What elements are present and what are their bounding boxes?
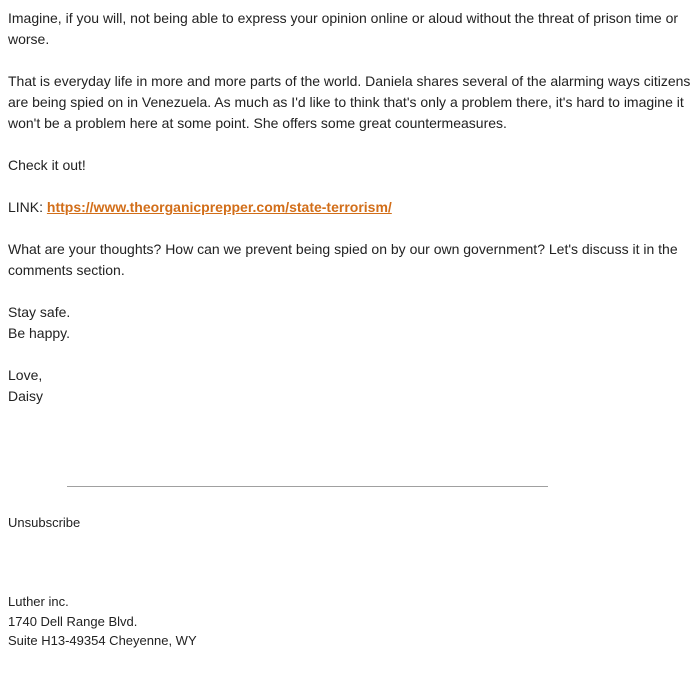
signature-block [8, 365, 692, 407]
body-paragraph: That is everyday life in more and more parts of the world. Daniela shares several of the alarming ways citizens are being spied on in Venezuela. As much as I'd like to think that's only a problem there, it's hard to imagine it won't be a problem here at some point. She offers some great countermeasures. [8, 73, 691, 131]
signoff [8, 302, 692, 344]
unsubscribe-link[interactable]: Unsubscribe [8, 515, 81, 530]
signoff-line: Be happy. [8, 325, 71, 341]
article-link[interactable]: https://www.theorganicprepper.com/state-terrorism/ [46, 199, 392, 215]
company-name: Luther inc. [8, 594, 69, 609]
address-line: Suite H13-49354 Cheyenne, WY [8, 633, 197, 648]
signature: Daisy [8, 388, 44, 404]
signoff-line: Stay safe. [8, 304, 71, 320]
email-body [8, 8, 692, 428]
link-line [8, 197, 692, 218]
discussion-paragraph: What are your thoughts? How can we prevent being spied on by our own government? Let's discuss it in the comments section. [8, 241, 678, 278]
call-to-action: Check it out! [8, 157, 86, 173]
address-line: 1740 Dell Range Blvd. [8, 613, 138, 629]
closing: Love, [8, 367, 43, 383]
intro-paragraph: Imagine, if you will, not being able to express your opinion online or aloud without the threat of prison time or worse. [8, 10, 679, 47]
footer-divider [67, 486, 548, 487]
footer-address [8, 592, 197, 651]
link-prefix: LINK: [8, 199, 44, 215]
